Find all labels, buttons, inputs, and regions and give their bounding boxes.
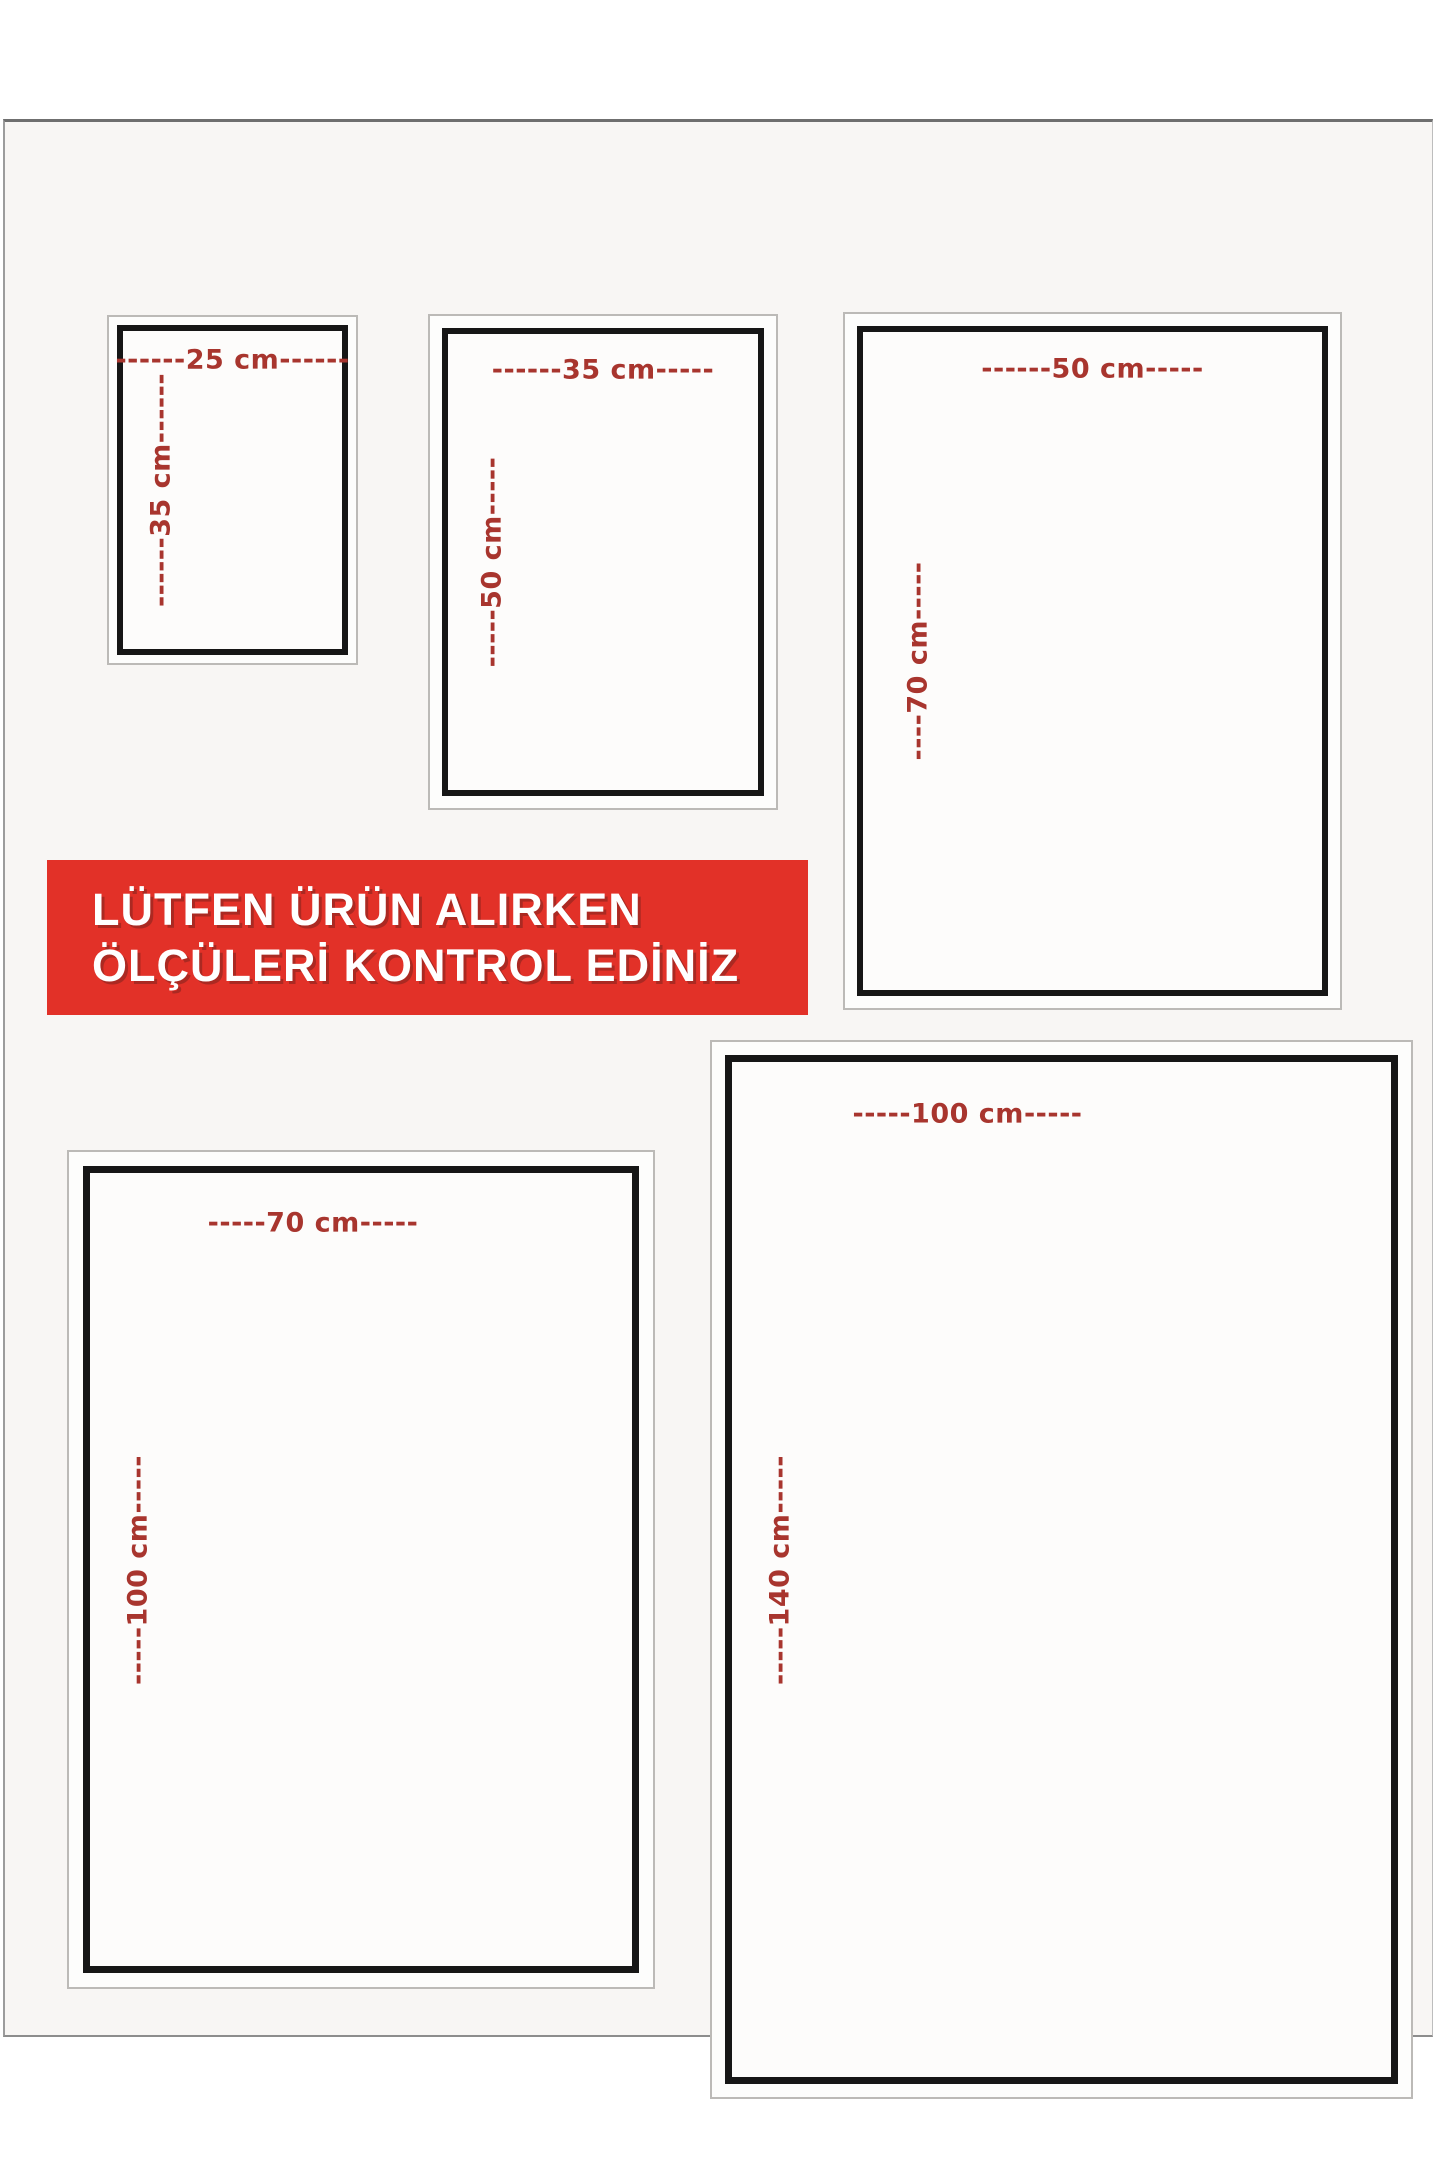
height-dimension-label: ------35 cm------ bbox=[145, 372, 177, 608]
warning-banner-line1: LÜTFEN ÜRÜN ALIRKEN bbox=[92, 884, 642, 935]
size-box-25x35 bbox=[107, 315, 358, 665]
size-box-25x35-frame bbox=[117, 325, 348, 655]
size-box-70x100 bbox=[67, 1150, 655, 1989]
size-box-50x70 bbox=[843, 312, 1342, 1010]
height-dimension-label: ----70 cm----- bbox=[902, 561, 934, 761]
width-dimension-label: ------25 cm------ bbox=[115, 344, 350, 376]
width-dimension-label: -----100 cm----- bbox=[852, 1098, 1083, 1130]
width-dimension-label: ------35 cm----- bbox=[491, 354, 715, 386]
size-box-35x50 bbox=[428, 314, 778, 810]
size-guide-card bbox=[3, 119, 1433, 2037]
warning-banner bbox=[47, 860, 808, 1015]
height-dimension-label: -----50 cm----- bbox=[476, 456, 508, 668]
height-dimension-label: -----100 cm----- bbox=[122, 1454, 154, 1685]
size-box-100x140 bbox=[710, 1040, 1413, 2099]
size-box-100x140-frame bbox=[725, 1055, 1398, 2084]
width-dimension-label: ------50 cm----- bbox=[981, 353, 1204, 385]
width-dimension-label: -----70 cm----- bbox=[207, 1207, 419, 1239]
size-box-70x100-frame bbox=[83, 1166, 639, 1973]
height-dimension-label: -----140 cm----- bbox=[764, 1454, 796, 1685]
size-box-50x70-frame bbox=[857, 326, 1328, 996]
size-box-35x50-frame bbox=[442, 328, 764, 796]
warning-banner-line2: ÖLÇÜLERİ KONTROL EDİNİZ bbox=[92, 940, 740, 991]
